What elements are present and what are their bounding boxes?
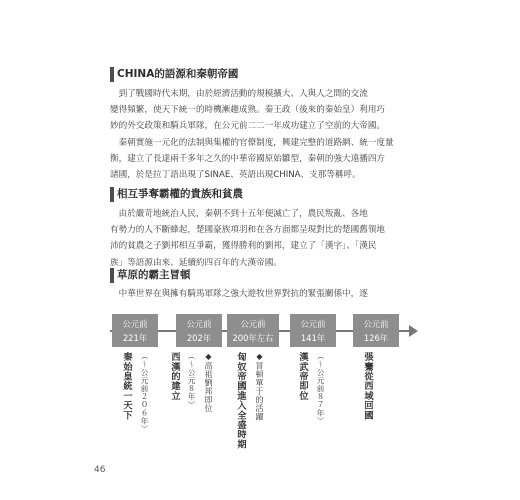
text-line: 到了戰國時代末期，由於經濟活動的規模擴大、人與人之間的交流: [110, 89, 368, 99]
timeline-era: 公元前: [122, 319, 148, 329]
timeline-event: 秦始皇統一天下: [121, 352, 132, 420]
section-heading-text: 草原的霸主冒頓: [117, 269, 191, 281]
text-line: 衡，建立了長達兩千多年之久的中華帝國原始雛型，秦朝的強大遠播四方: [110, 153, 386, 164]
timeline-date-box: [290, 314, 336, 347]
timeline: [110, 312, 420, 462]
timeline-year: 141年: [300, 333, 326, 343]
timeline-year: 126年: [363, 333, 389, 343]
timeline-date-box: [227, 314, 279, 347]
timeline-year: 200年左右: [232, 333, 274, 343]
timeline-year: 202年: [186, 333, 212, 343]
paragraph: [110, 86, 415, 183]
timeline-event: 張騫從西域回國: [362, 352, 373, 420]
timeline-event: 西漢的建立: [169, 352, 180, 401]
timeline-date-box: [112, 314, 158, 347]
timeline-event: 匈奴帝國進入全盛時期: [235, 352, 246, 449]
text-line: 沛的貧農之子劉邦相互爭霸，獲得勝利的劉邦，建立了「漢字」、「漢民: [110, 241, 377, 252]
timeline-event-note: ◆高祖劉邦即位: [204, 352, 213, 413]
page-number: 46: [94, 465, 106, 475]
section-heading-text: CHINA的語源和秦朝帝國: [117, 68, 239, 80]
timeline-event-note: ◆冒頓單于的活躍: [255, 352, 264, 421]
section-heading: [110, 187, 410, 202]
section-heading: [110, 268, 410, 283]
timeline-event-note: （〜公元８年）: [187, 352, 196, 409]
text-line: 由於嚴苛地統治人民，秦朝不到十五年便滅亡了，農民叛亂、各地: [110, 209, 368, 219]
timeline-era: 公元前: [300, 319, 326, 329]
text-line: 變得頻繁，使天下統一的時機漸趨成熟。秦王政（後來的秦始皇）利用巧: [110, 105, 386, 116]
section-heading-text: 相互爭奪霸權的貴族和貧農: [117, 188, 243, 200]
timeline-era: 公元前: [240, 319, 266, 329]
paragraph: [110, 286, 415, 302]
paragraph: [110, 206, 415, 271]
text-line: 族」等語源由來、延續約四百年的大漢帝國。: [110, 257, 282, 268]
timeline-date-box: [353, 314, 399, 347]
timeline-event-note: （〜公元前８７年）: [316, 352, 325, 425]
text-line: 秦朝實施一元化的法制與集權的官僚制度，興建完整的道路網、統一度量: [110, 137, 394, 148]
timeline-era: 公元前: [363, 319, 389, 329]
timeline-year: 221年: [122, 333, 148, 343]
text-line: 諸國，於是拉丁語出現了SINAE、英語出現CHINA、支那等稱呼。: [110, 169, 361, 180]
timeline-date-box: [176, 314, 222, 347]
timeline-event-note: （〜公元前２０６年）: [140, 352, 149, 433]
text-line: 中華世界在與擁有騎馬軍隊之強大遊牧世界對抗的緊張關係中，逐: [110, 289, 368, 299]
timeline-arrow-icon: [409, 325, 418, 337]
text-line: 有勢力的人不斷蜂起，楚國豪族項羽和在各方面都呈現對比的楚國舊領地: [110, 225, 386, 236]
timeline-era: 公元前: [186, 319, 212, 329]
section-heading: [110, 67, 410, 82]
timeline-event: 漢武帝即位: [297, 352, 308, 401]
text-line: 妙的外交政策和騎兵軍隊，在公元前二二一年成功建立了空前的大帝國。: [110, 121, 386, 132]
